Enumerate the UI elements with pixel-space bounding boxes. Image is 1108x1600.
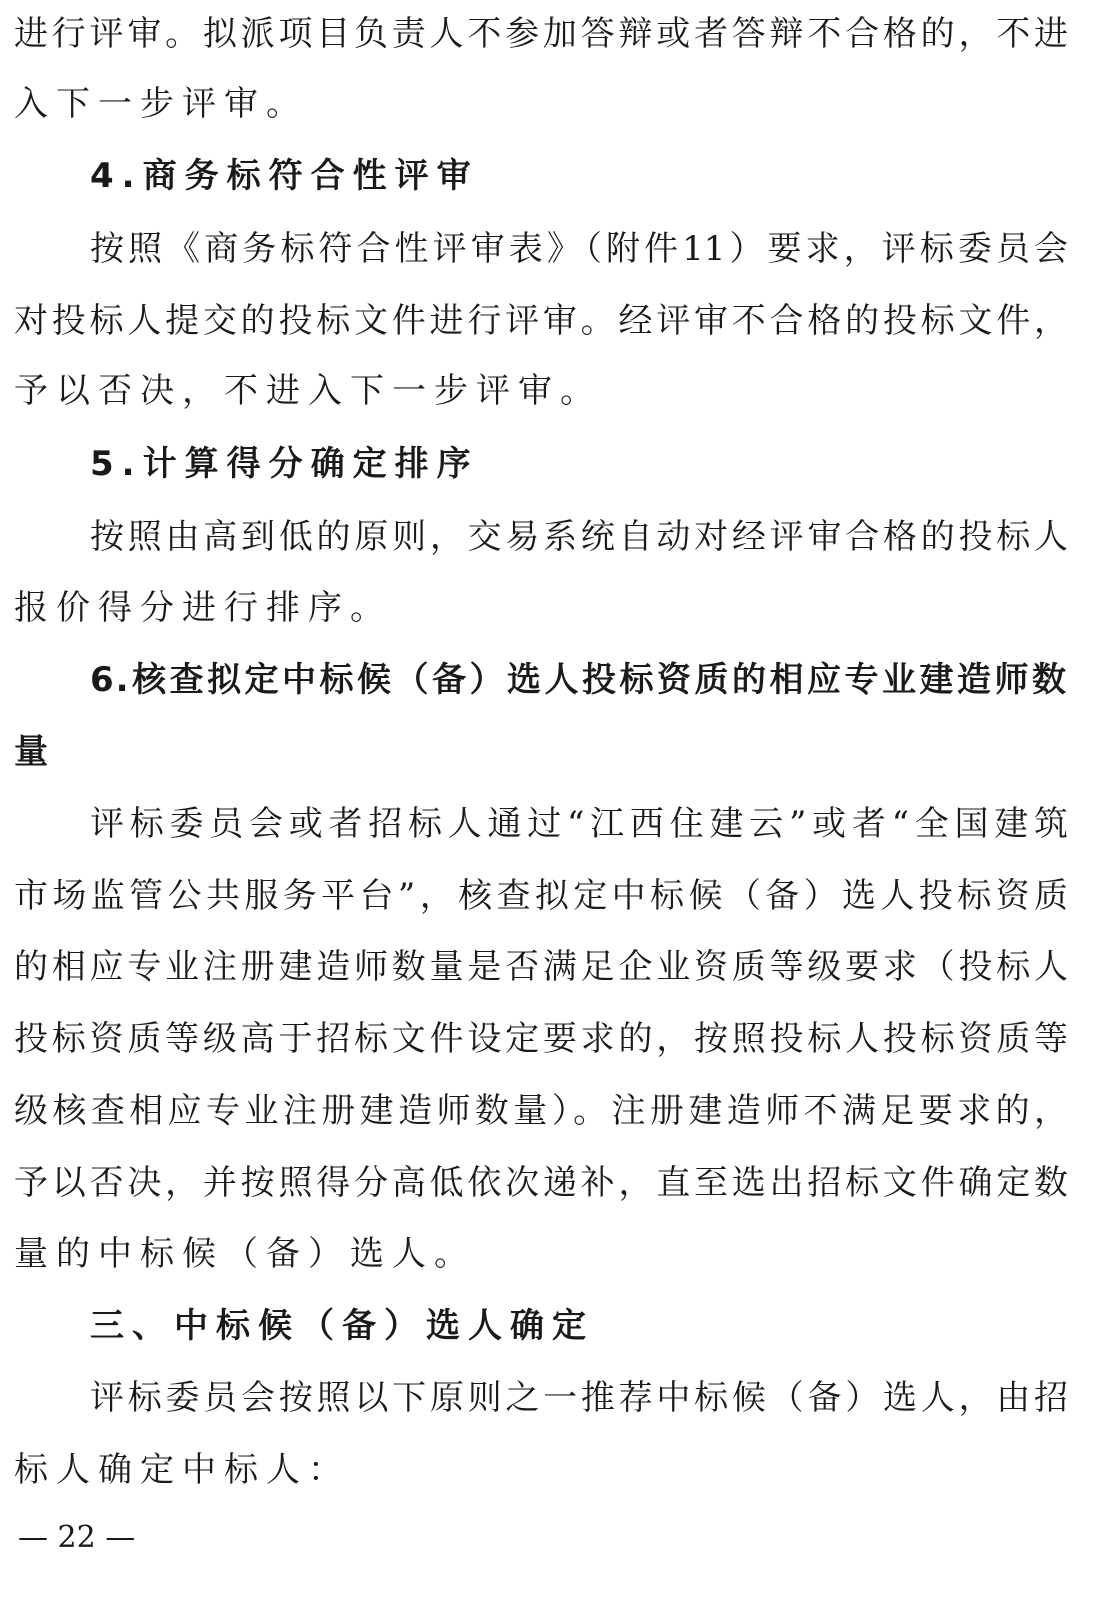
paragraph-3-line-2: 报价得分进行排序。 (14, 588, 392, 628)
heading-5: 5.计算得分确定排序 (90, 444, 479, 484)
paragraph-2-line-2: 对投标人提交的投标文件进行评审。经评审不合格的投标文件， (14, 301, 1068, 341)
heading-4: 4.商务标符合性评审 (90, 156, 479, 196)
paragraph-2-line-1: 按照《商务标符合性评审表》（附件11）要求，评标委员会 (90, 229, 1068, 269)
section-3-heading: 三、中标候（备）选人确定 (90, 1306, 594, 1346)
paragraph-4-line-7: 量的中标候（备）选人。 (14, 1234, 476, 1274)
paragraph-4-line-2: 市场监管公共服务平台”，核查拟定中标候（备）选人投标资质 (14, 876, 1068, 916)
paragraph-2-line-3: 予以否决，不进入下一步评审。 (14, 371, 602, 411)
heading-6-line-1: 6.核查拟定中标候（备）选人投标资质的相应专业建造师数 (90, 660, 1068, 700)
paragraph-4-line-4: 投标资质等级高于招标文件设定要求的，按照投标人投标资质等 (14, 1019, 1068, 1059)
paragraph-5-line-1: 评标委员会按照以下原则之一推荐中标候（备）选人，由招 (90, 1378, 1068, 1418)
paragraph-5-line-2: 标人确定中标人： (14, 1450, 350, 1490)
page-number: — 22 — (18, 1520, 136, 1555)
paragraph-4-line-1: 评标委员会或者招标人通过“江西住建云”或者“全国建筑 (90, 804, 1068, 844)
paragraph-4-line-6: 予以否决，并按照得分高低依次递补，直至选出招标文件确定数 (14, 1163, 1068, 1203)
document-page (14, 0, 1068, 1600)
paragraph-1-line-2: 入下一步评审。 (14, 84, 308, 124)
paragraph-4-line-3: 的相应专业注册建造师数量是否满足企业资质等级要求（投标人 (14, 947, 1068, 987)
heading-6-line-2: 量 (14, 732, 56, 772)
paragraph-3-line-1: 按照由高到低的原则，交易系统自动对经评审合格的投标人 (90, 517, 1068, 557)
paragraph-1-line-1: 进行评审。拟派项目负责人不参加答辩或者答辩不合格的，不进 (14, 14, 1068, 54)
paragraph-4-line-5: 级核查相应专业注册建造师数量）。注册建造师不满足要求的， (14, 1091, 1068, 1131)
